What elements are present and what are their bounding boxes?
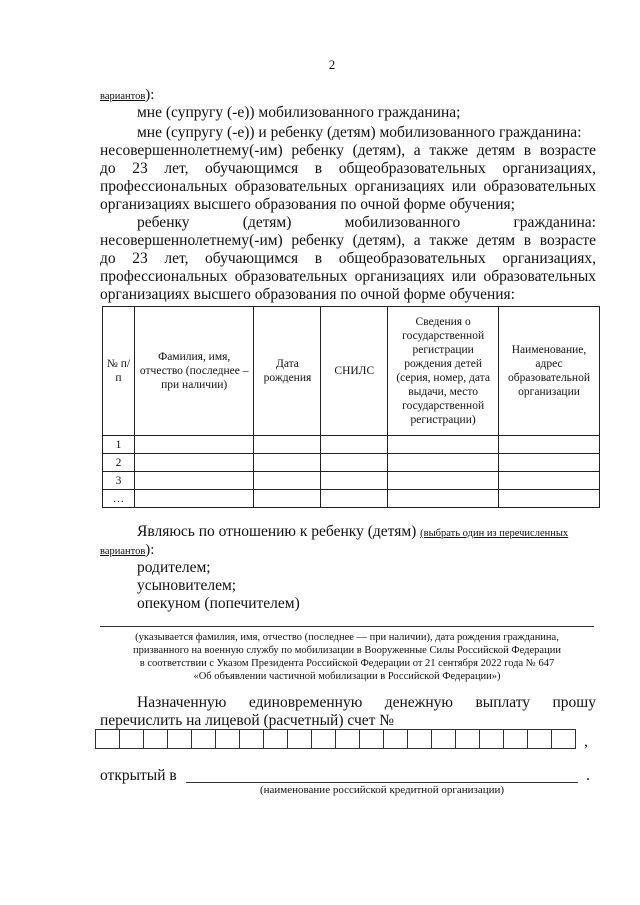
table-row xyxy=(103,490,600,508)
option-spouse-child-l1: мне (супругу (-е)) и ребенку (детям) мобилизованного гражданина: xyxy=(137,124,582,141)
option-spouse-child-l5: организациях высшего образования по очной форме обучения; xyxy=(100,196,515,213)
cell-birthdate[interactable] xyxy=(254,436,321,454)
account-digit-box[interactable] xyxy=(143,729,167,749)
account-digit-box[interactable] xyxy=(335,729,359,749)
relation-colon: ): xyxy=(145,542,155,558)
account-digit-box[interactable] xyxy=(431,729,455,749)
page-number: 2 xyxy=(328,57,336,72)
cell-registration[interactable] xyxy=(388,436,499,454)
relation-option-adoptive: усыновителем; xyxy=(137,577,237,594)
option-spouse: мне (супругу (-е)) мобилизованного гражданина; xyxy=(137,104,461,121)
cell-school[interactable] xyxy=(499,454,600,472)
account-digit-box[interactable] xyxy=(95,729,119,749)
account-digit-box[interactable] xyxy=(527,729,551,749)
variants-tail-line xyxy=(100,86,154,106)
payment-l2: перечислить на лицевой (расчетный) счет № xyxy=(100,712,395,729)
relation-hint-tail-line xyxy=(100,541,154,561)
row-number: 2 xyxy=(103,454,135,472)
col-header-fullname: Фамилия, имя, отчество (последнее – при наличии) xyxy=(134,307,254,436)
relation-option-guardian: опекуном (попечителем) xyxy=(137,595,300,612)
cell-school[interactable] xyxy=(499,436,600,454)
caption-fullname-l1: (указывается фамилия, имя, отчество (последнее — при наличии), дата рождения гражданина, xyxy=(135,632,559,643)
account-digit-box[interactable] xyxy=(359,729,383,749)
option-child-l2: несовершеннолетнему(-им) ребенку (детям), а также детям в возрасте xyxy=(100,232,596,249)
account-digit-box[interactable] xyxy=(455,729,479,749)
account-digit-box[interactable] xyxy=(407,729,431,749)
relation-option-parent: родителем; xyxy=(137,559,211,576)
col-header-birthdate: Дата рождения xyxy=(254,307,321,436)
account-digit-box[interactable] xyxy=(167,729,191,749)
table-row xyxy=(103,436,600,454)
account-digit-box[interactable] xyxy=(239,729,263,749)
opened-dot: . xyxy=(586,767,590,784)
account-digit-box[interactable] xyxy=(215,729,239,749)
opened-in-label: открытый в xyxy=(100,767,177,784)
cell-fullname[interactable] xyxy=(134,490,254,508)
cell-snils[interactable] xyxy=(321,454,388,472)
option-child-l5: организациях высшего образования по очной форме обучения: xyxy=(100,286,515,303)
row-number: … xyxy=(103,490,135,508)
account-number-boxes[interactable] xyxy=(95,729,576,749)
cell-fullname[interactable] xyxy=(134,436,254,454)
relation-line xyxy=(137,523,568,543)
account-digit-box[interactable] xyxy=(503,729,527,749)
variants-tail: вариантов xyxy=(100,91,146,102)
cell-birthdate[interactable] xyxy=(254,490,321,508)
cell-school[interactable] xyxy=(499,472,600,490)
option-child-l3: до 23 лет, обучающимся в общеобразовательных организациях, xyxy=(100,250,596,267)
row-number: 1 xyxy=(103,436,135,454)
account-digit-box[interactable] xyxy=(311,729,335,749)
account-digit-box[interactable] xyxy=(479,729,503,749)
option-spouse-child-l4: профессиональных образовательных организациях или образовательных xyxy=(100,178,596,195)
relation-hint-tail: вариантов xyxy=(100,546,146,557)
account-comma: , xyxy=(584,733,588,750)
children-table xyxy=(102,306,600,508)
account-digit-box[interactable] xyxy=(191,729,215,749)
variants-colon: ): xyxy=(145,87,155,103)
bank-name-input-line[interactable] xyxy=(186,782,578,783)
relation-hint: (выбрать один из перечисленных xyxy=(420,528,569,539)
account-digit-box[interactable] xyxy=(383,729,407,749)
table-header-row xyxy=(103,307,600,436)
col-header-birth-registration: Сведения о государственной регистрации рождения детей (серия, номер, дата выдачи, место государственной регистрации) xyxy=(388,307,499,436)
caption-fullname-l2: призванного на военную службу по мобилизации в Вооруженные Силы Российской Федерации xyxy=(133,645,561,656)
option-child-l4: профессиональных образовательных организациях или образовательных xyxy=(100,268,596,285)
cell-registration[interactable] xyxy=(388,472,499,490)
table-row xyxy=(103,472,600,490)
relation-text: Являюсь по отношению к ребенку (детям) xyxy=(137,523,421,540)
cell-registration[interactable] xyxy=(388,490,499,508)
cell-registration[interactable] xyxy=(388,454,499,472)
account-digit-box[interactable] xyxy=(287,729,311,749)
col-header-school: Наименование, адрес образовательной организации xyxy=(499,307,600,436)
table-row xyxy=(103,454,600,472)
cell-fullname[interactable] xyxy=(134,472,254,490)
col-header-snils: СНИЛС xyxy=(321,307,388,436)
caption-bank-name: (наименование российской кредитной организации) xyxy=(259,784,505,796)
option-child-l1: ребенку (детям) мобилизованного гражданина: xyxy=(137,214,596,231)
account-digit-box[interactable] xyxy=(551,729,576,749)
option-spouse-child-l2: несовершеннолетнему(-им) ребенку (детям), а также детям в возрасте xyxy=(100,142,596,159)
cell-birthdate[interactable] xyxy=(254,454,321,472)
cell-birthdate[interactable] xyxy=(254,472,321,490)
fullname-input-line[interactable] xyxy=(100,626,594,627)
account-digit-box[interactable] xyxy=(263,729,287,749)
col-header-number: № п/п xyxy=(103,307,135,436)
cell-fullname[interactable] xyxy=(134,454,254,472)
caption-fullname-l3: в соответствии с Указом Президента Российской Федерации от 21 сентября 2022 года № 647 xyxy=(139,658,555,669)
cell-school[interactable] xyxy=(499,490,600,508)
cell-snils[interactable] xyxy=(321,436,388,454)
payment-l1: Назначенную единовременную денежную выплату прошу xyxy=(137,694,596,711)
caption-fullname-l4: «Об объявлении частичной мобилизации в Российской Федерации») xyxy=(193,671,501,682)
cell-snils[interactable] xyxy=(321,490,388,508)
row-number: 3 xyxy=(103,472,135,490)
option-spouse-child-l3: до 23 лет, обучающимся в общеобразовательных организациях, xyxy=(100,160,596,177)
cell-snils[interactable] xyxy=(321,472,388,490)
account-digit-box[interactable] xyxy=(119,729,143,749)
